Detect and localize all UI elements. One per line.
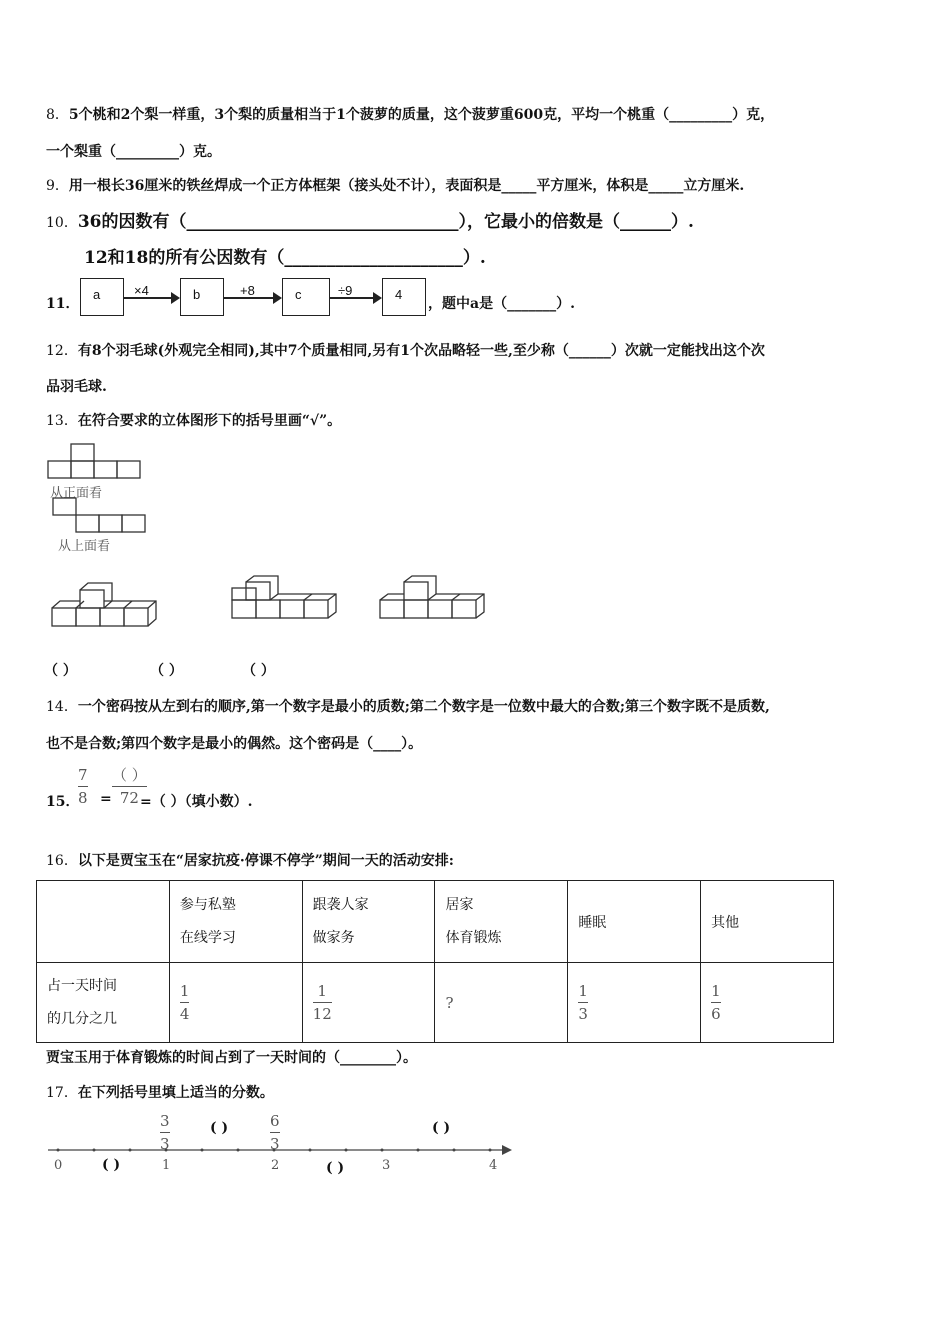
q13-choice-2[interactable]: （ ） <box>150 663 183 679</box>
q16-number: 16． <box>46 853 78 869</box>
cell-study: $\frac{1}{4}$ <box>169 963 302 1043</box>
tick-4: 4 <box>489 1158 498 1173</box>
q13-front-label: 从正面看 <box>50 485 103 500</box>
row-label: 占一天时间 的几分之几 <box>37 963 170 1043</box>
cell-sleep: $\frac{1}{3}$ <box>568 963 701 1043</box>
q17 <box>46 1082 274 1102</box>
q11-box-c <box>282 278 330 316</box>
q14-number: 14． <box>46 699 78 715</box>
q17-text: 在下列括号里填上适当的分数。 <box>77 1085 274 1101</box>
q17-number: 17． <box>46 1085 78 1101</box>
q17-fraction-3-3: 3 3 <box>160 1112 170 1153</box>
q15-frac1-den: 8 <box>78 789 88 807</box>
q14-text1: 一个密码按从左到右的顺序,第一个数字是最小的质数;第二个数字是一位数中最大的合数;第三个数字既不是质数, <box>77 699 770 715</box>
q15-frac2-num: （ ） <box>112 766 147 784</box>
header-exercise: 居家 体育锻炼 <box>435 881 568 963</box>
cell-exercise: ? <box>435 963 568 1043</box>
q10-text1: 36的因数有（________________________________），它最小的倍数是（______）. <box>77 212 694 232</box>
tick-1: 1 <box>162 1158 171 1173</box>
front-view-diagram <box>48 444 140 478</box>
solid-option-2 <box>232 576 336 618</box>
q11-box-a-label: a <box>93 287 101 302</box>
q10-line1 <box>46 207 694 232</box>
q13-top-label: 从上面看 <box>58 538 111 553</box>
table-data-row <box>37 963 834 1043</box>
q12-text1: 有8个羽毛球(外观完全相同),其中7个质量相同,另有1个次品略轻一些,至少称（______）次就一定能找出这个次 <box>77 343 765 359</box>
header-sleep: 睡眠 <box>568 881 701 963</box>
q13-text: 在符合要求的立体图形下的括号里画“√”。 <box>77 413 342 429</box>
q15-equals: = <box>100 791 112 807</box>
q17-blank-2[interactable]: ( ) <box>432 1120 451 1136</box>
q11-box-b <box>180 278 224 316</box>
q9-text: 用一根长36厘米的铁丝焊成一个正方体框架（接头处不计），表面积是_____平方厘米，体积是_____立方厘米. <box>68 178 745 194</box>
q11-box-result <box>382 278 426 316</box>
q10-number: 10． <box>46 215 78 231</box>
q8-text1: 5个桃和2个梨一样重，3个梨的质量相当于1个菠萝的质量，这个菠萝重600克，平均一个桃重（_________）克， <box>68 107 775 123</box>
q11-tail: ，题中a是（_______）. <box>428 296 575 312</box>
q16 <box>46 850 454 870</box>
table-header-row <box>37 881 834 963</box>
q17-fraction-6-3: 6 3 <box>270 1112 280 1153</box>
header-study: 参与私塾 在线学习 <box>169 881 302 963</box>
q15-tail: =（ ）（填小数）. <box>140 794 253 810</box>
q11-op-3: ÷9 <box>338 283 353 298</box>
q9-number: 9． <box>46 178 69 194</box>
q17-blank-1[interactable]: ( ) <box>210 1120 229 1136</box>
q11-arrow-1 <box>124 297 178 299</box>
top-view-diagram <box>53 498 145 532</box>
header-housework: 跟袭人家 做家务 <box>302 881 435 963</box>
solid-option-3 <box>380 576 484 618</box>
table-corner <box>37 881 170 963</box>
tick-2: 2 <box>271 1158 280 1173</box>
q11-box-c-label: c <box>295 287 302 302</box>
q14-line2: 也不是合数;第四个数字是最小的偶然。这个密码是（____）。 <box>46 736 423 752</box>
q8-line1 <box>46 104 774 124</box>
tick-0: 0 <box>54 1158 63 1173</box>
q11-box-b-label: b <box>193 287 201 302</box>
q17-blank-4[interactable]: ( ) <box>326 1160 345 1176</box>
header-other: 其他 <box>701 881 834 963</box>
cell-other: $\frac{1}{6}$ <box>701 963 834 1043</box>
q11-op-2: +8 <box>240 283 255 298</box>
activity-table <box>36 880 834 1043</box>
tick-3: 3 <box>382 1158 391 1173</box>
q11-box-result-label: 4 <box>395 287 403 302</box>
q11-op-1: ×4 <box>134 283 149 298</box>
q8-line2: 一个梨重（_________）克。 <box>46 144 221 160</box>
q15-fraction-1 <box>78 766 88 807</box>
q16-after: 贾宝玉用于体育锻炼的时间占到了一天时间的（________）。 <box>46 1050 417 1066</box>
q13-number: 13． <box>46 413 78 429</box>
q17-blank-3[interactable]: ( ) <box>102 1157 121 1173</box>
q12-line1 <box>46 340 765 360</box>
q9 <box>46 175 744 195</box>
q12-line2: 品羽毛球. <box>46 379 107 395</box>
q13-choice-3[interactable]: （ ） <box>242 663 275 679</box>
q16-text: 以下是贾宝玉在“居家抗疫·停课不停学”期间一天的活动安排: <box>77 853 454 869</box>
solid-option-1 <box>52 583 156 626</box>
cell-housework: $\frac{1}{12}$ <box>302 963 435 1043</box>
q11-box-a <box>80 278 124 316</box>
q8-number: 8． <box>46 107 69 123</box>
q13-choice-1[interactable]: （ ） <box>44 663 77 679</box>
q14-line1 <box>46 696 770 716</box>
q15-frac1-num: 7 <box>78 766 88 784</box>
q10-line2: 12和18的所有公因数有（_____________________）. <box>84 248 486 268</box>
q15-number: 15． <box>46 794 80 810</box>
q15-frac2-den: 72 <box>119 789 139 807</box>
q12-number: 12． <box>46 343 78 359</box>
q13 <box>46 410 341 430</box>
q11-number: 11． <box>46 296 80 312</box>
